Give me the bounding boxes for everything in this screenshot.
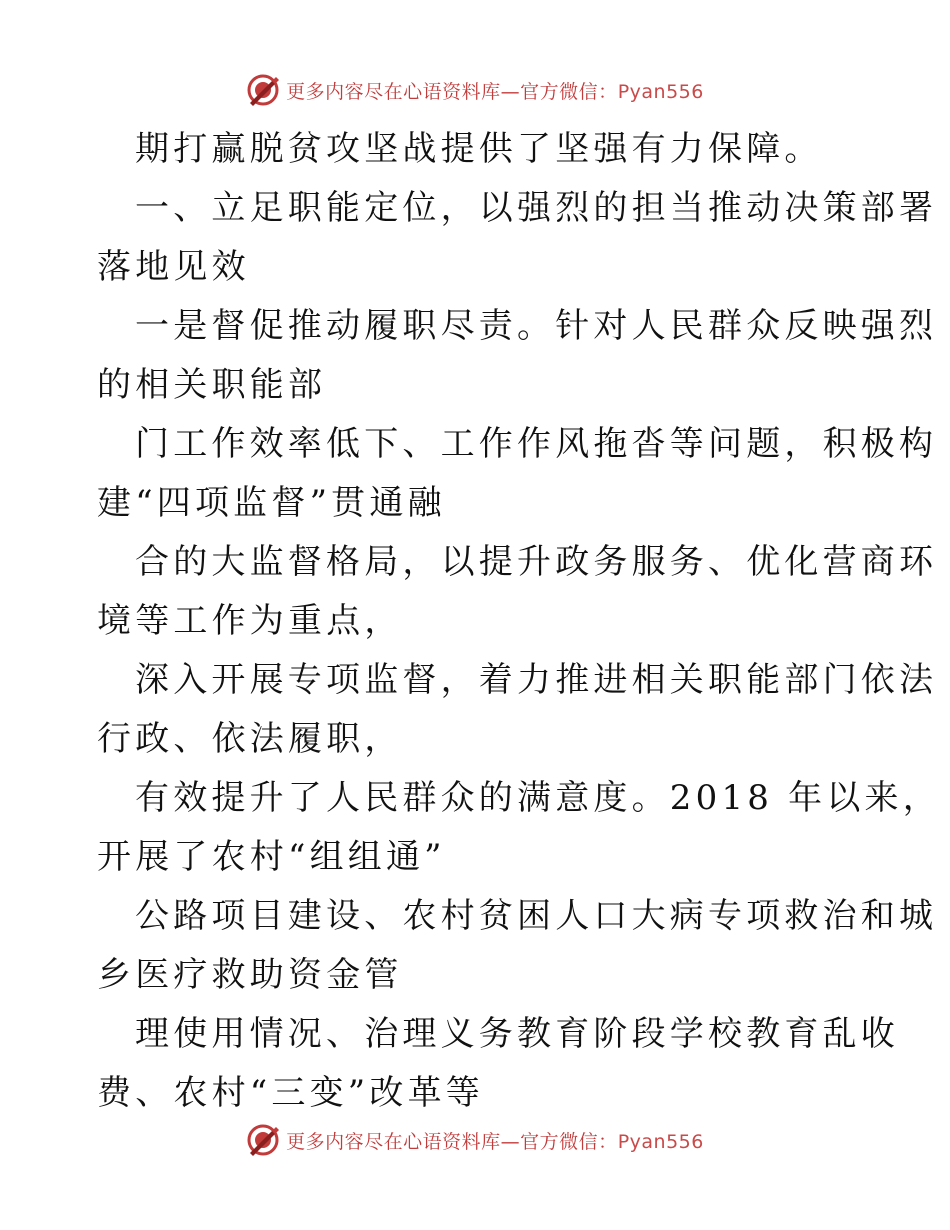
header-banner bbox=[246, 73, 704, 107]
page-footer bbox=[0, 1120, 950, 1160]
body-line: 公路项目建设、农村贫困人口大病专项救治和城 bbox=[135, 896, 938, 936]
header-wechat-id: Pyan556 bbox=[617, 80, 704, 103]
header-separator: — bbox=[500, 80, 521, 103]
body-line: 期打赢脱贫攻坚战提供了坚强有力保障。 bbox=[135, 129, 823, 169]
document-body bbox=[97, 120, 941, 1123]
body-line: 开展了农村“组组通” bbox=[97, 837, 446, 877]
body-line: 建“四项监督”贯通融 bbox=[97, 483, 446, 523]
header-site-name: 更多内容尽在心语资料库 bbox=[286, 80, 501, 103]
pen-logo-icon bbox=[246, 1123, 280, 1157]
footer-text bbox=[286, 1127, 704, 1154]
footer-wechat-id: Pyan556 bbox=[617, 1130, 704, 1153]
body-line: 理使用情况、治理义务教育阶段学校教育乱收 bbox=[135, 1014, 899, 1054]
footer-separator: — bbox=[500, 1130, 521, 1153]
body-line: 乡医疗救助资金管 bbox=[97, 955, 403, 995]
body-line: 合的大监督格局，以提升政务服务、优化营商环 bbox=[135, 542, 938, 582]
body-line: 行政、依法履职， bbox=[97, 719, 403, 759]
pen-logo-icon bbox=[246, 73, 280, 107]
section-heading: 一、立足职能定位，以强烈的担当推动决策部署 bbox=[135, 188, 938, 228]
header-wechat-label: 官方微信： bbox=[520, 80, 618, 103]
body-line: 的相关职能部 bbox=[97, 365, 327, 405]
page-header bbox=[0, 70, 950, 110]
body-line: 一是督促推动履职尽责。针对人民群众反映强烈 bbox=[135, 306, 938, 346]
body-line: 有效提升了人民群众的满意度。2018 年以来， bbox=[135, 778, 941, 818]
footer-wechat-label: 官方微信： bbox=[520, 1130, 618, 1153]
body-line: 费、农村“三变”改革等 bbox=[97, 1073, 484, 1113]
footer-banner bbox=[246, 1123, 704, 1157]
body-line: 门工作效率低下、工作作风拖沓等问题，积极构 bbox=[135, 424, 938, 464]
body-line: 深入开展专项监督，着力推进相关职能部门依法 bbox=[135, 660, 938, 700]
footer-site-name: 更多内容尽在心语资料库 bbox=[286, 1130, 501, 1153]
body-line: 境等工作为重点， bbox=[97, 601, 403, 641]
header-text bbox=[286, 77, 704, 104]
section-heading-cont: 落地见效 bbox=[97, 247, 250, 287]
